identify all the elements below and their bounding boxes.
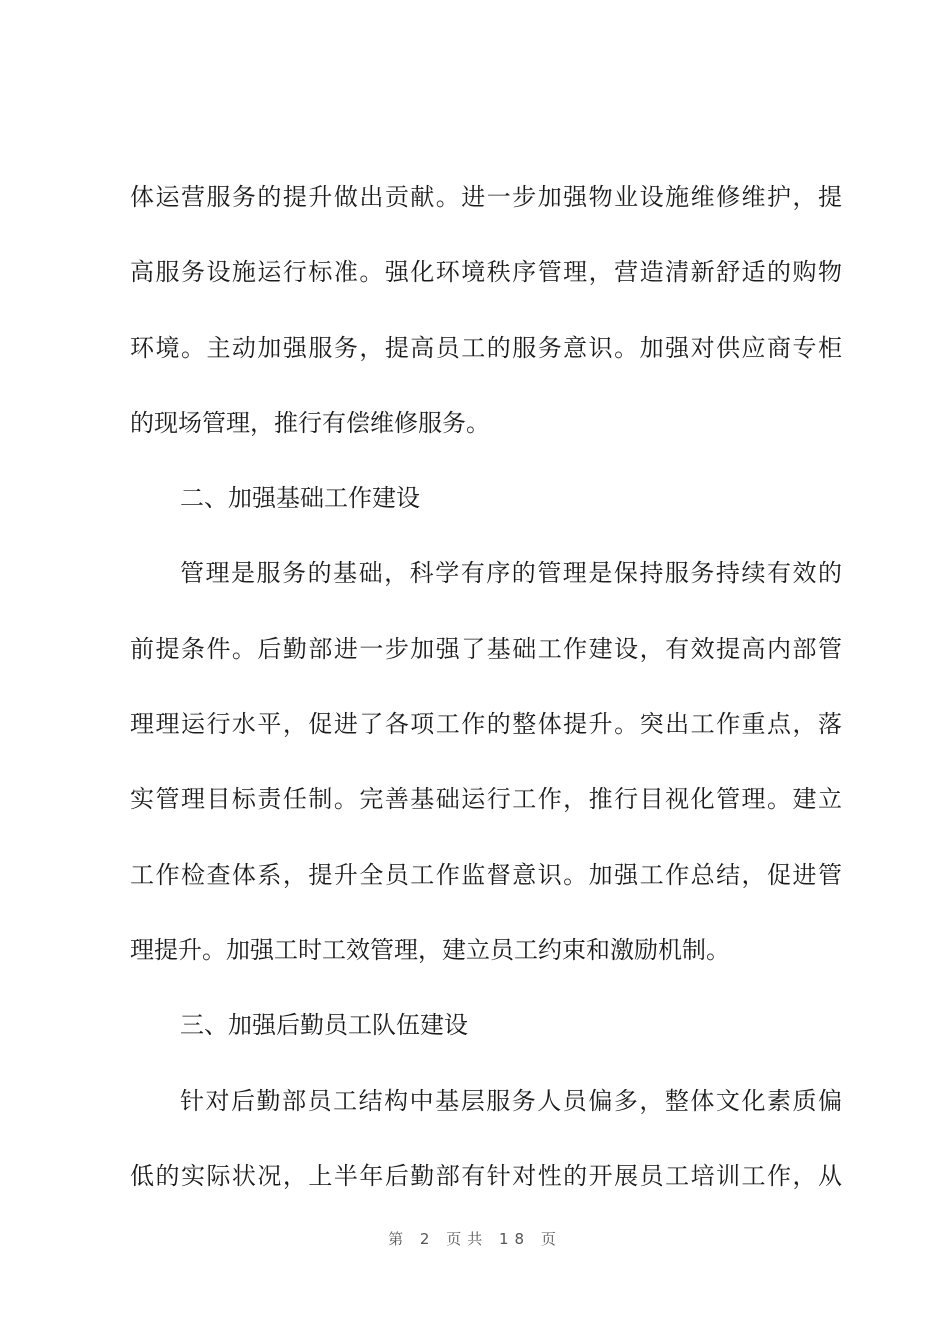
paragraph-line: 的现场管理，推行有偿维修服务。: [130, 408, 490, 437]
paragraph-line: 针对后勤部员工结构中基层服务人员偏多，整体文化素质偏: [180, 1086, 842, 1115]
section-heading: 二、加强基础工作建设: [180, 484, 420, 513]
paragraph-line: 工作检查体系，提升全员工作监督意识。加强工作总结，促进管: [130, 860, 842, 889]
paragraph-line: 高服务设施运行标准。强化环境秩序管理，营造清新舒适的购物: [130, 258, 842, 287]
page-number-footer: 第 2 页共 18 页: [388, 1230, 562, 1248]
paragraph-line: 环境。主动加强服务，提高员工的服务意识。加强对供应商专柜: [130, 333, 842, 362]
paragraph-line: 前提条件。后勤部进一步加强了基础工作建设，有效提高内部管: [130, 634, 842, 663]
paragraph-line: 理提升。加强工时工效管理，建立员工约束和激励机制。: [130, 935, 730, 964]
section-heading: 三、加强后勤员工队伍建设: [180, 1011, 468, 1040]
paragraph-line: 体运营服务的提升做出贡献。进一步加强物业设施维修维护，提: [130, 183, 842, 211]
paragraph-line: 管理是服务的基础，科学有序的管理是保持服务持续有效的: [180, 559, 842, 588]
paragraph-line: 实管理目标责任制。完善基础运行工作，推行目视化管理。建立: [130, 785, 842, 814]
paragraph-line: 理理运行水平，促进了各项工作的整体提升。突出工作重点，落: [130, 710, 842, 739]
document-body: [130, 172, 842, 1226]
paragraph-line: 低的实际状况，上半年后勤部有针对性的开展员工培训工作，从: [130, 1161, 842, 1190]
